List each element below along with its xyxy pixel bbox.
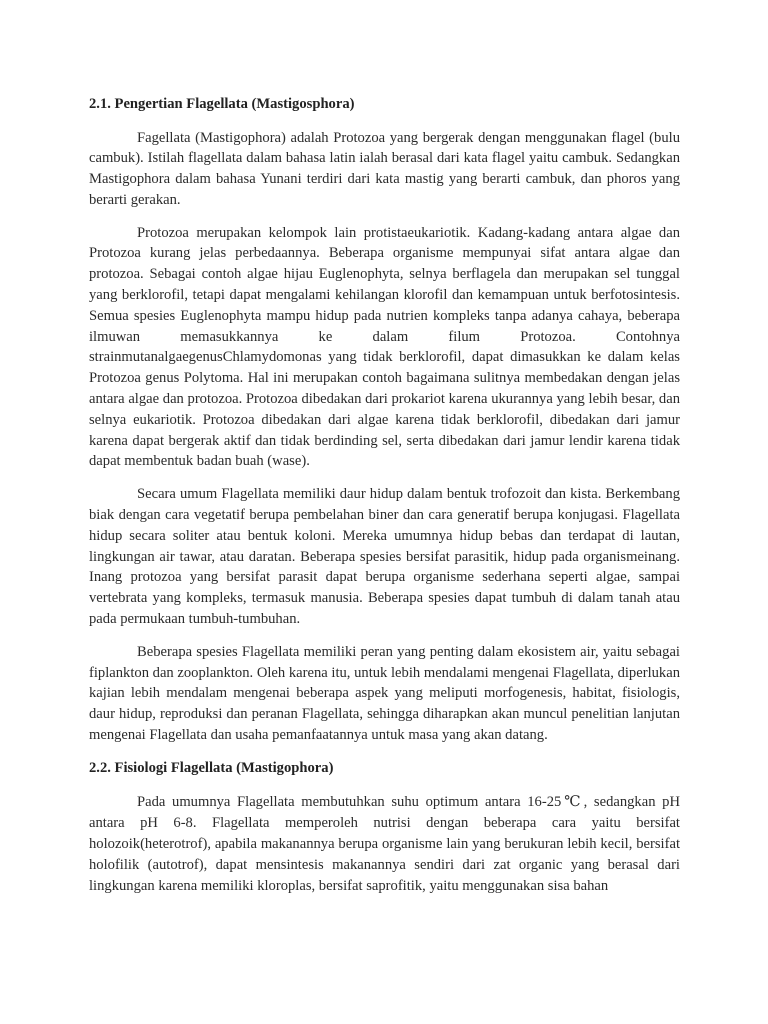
section-heading-fisiologi: 2.2. Fisiologi Flagellata (Mastigophora) [89, 759, 334, 776]
paragraph-life-cycle: Secara umum Flagellata memiliki daur hidup dalam bentuk trofozoit dan kista. Berkembang biak dengan cara vegetatif berupa pembelahan biner dan cara generatif berupa konjugasi. Flagellata hidup secara soliter atau bentuk koloni. Mereka umumnya hidup bebas dan terdapat di lautan, lingkungan air tawar, atau daratan. Beberapa spesies bersifat parasitik, hidup pada organismeinang. Inang protozoa yang bersifat parasit dapat berupa organisme sederhana seperti algae, sampai vertebrata yang kompleks, termasuk manusia. Beberapa spesies dapat tumbuh di dalam tanah atau pada permukaan tumbuh-tumbuhan. [89, 486, 680, 628]
section-heading-pengertian: 2.1. Pengertian Flagellata (Mastigosphora) [89, 96, 355, 112]
paragraph-definition: Fagellata (Mastigophora) adalah Protozoa yang bergerak dengan menggunakan flagel (bulu cambuk). Istilah flagellata dalam bahasa latin ialah berasal dari kata flagel yaitu cambuk. Sedangkan Mastigophora dalam bahasa Yunani terdiri dari kata mastig yang berarti cambuk, dan phoros yang berarti gerakan. [89, 129, 680, 208]
paragraph-role: Beberapa spesies Flagellata memiliki peran yang penting dalam ekosistem air, yaitu sebagai fiplankton dan zooplankton. Oleh karena itu, untuk lebih mendalami mengenai Flagellata, diperlukan kajian lebih mendalam mengenai beberapa aspek yang meliputi morfogenesis, habitat, fisiologis, daur hidup, reproduksi dan peranan Flagellata, sehingga diharapkan akan muncul penelitian lanjutan mengenai Flagellata dan usaha pemanfaatannya untuk masa yang akan datang. [89, 643, 680, 744]
paragraph-physiology: Pada umumnya Flagellata membutuhkan suhu optimum antara 16-25℃, sedangkan pH antara pH 6-8. Flagellata memperoleh nutrisi dengan beberapa cara yaitu bersifat holozoik(heterotrof), apabila makanannya berupa organisme lain yang berukuran lebih kecil, bersifat holofilik (autotrof), dapat mensintesis makanannya sendiri dari zat organic yang berasal dari lingkungan karena memiliki kloroplas, bersifat saprofitik, yaitu menggunakan sisa bahan [89, 794, 680, 894]
paragraph-protozoa: Protozoa merupakan kelompok lain protistaeukariotik. Kadang-kadang antara algae dan Protozoa kurang jelas perbedaannya. Beberapa organisme mempunyai sifat antara algae dan protozoa. Sebagai contoh algae hijau Euglenophyta, selnya berflagela dan merupakan sel tunggal yang berklorofil, tetapi dapat mengalami kehilangan klorofil dan kemampuan untuk berfotosintesis. Semua spesies Euglenophyta mampu hidup pada nutrien kompleks tanpa adanya cahaya, beberapa ilmuwan memasukkannya ke dalam filum Protozoa. Contohnya strainmutanalgaegenusChlamydomonas yang tidak berklorofil, dapat dimasukkan ke dalam kelas Protozoa genus Polytoma. Hal ini merupakan contoh bagaimana sulitnya membedakan dengan jelas antara algae dan protozoa. Protozoa dibedakan dari prokariot karena ukurannya yang lebih besar, dan selnya eukariotik. Protozoa dibedakan dari algae karena tidak berklorofil, dibedakan dari jamur karena dapat bergerak aktif dan tidak berdinding sel, serta dibedakan dari jamur lendir karena tidak dapat membentuk badan buah (wase). [89, 224, 680, 470]
